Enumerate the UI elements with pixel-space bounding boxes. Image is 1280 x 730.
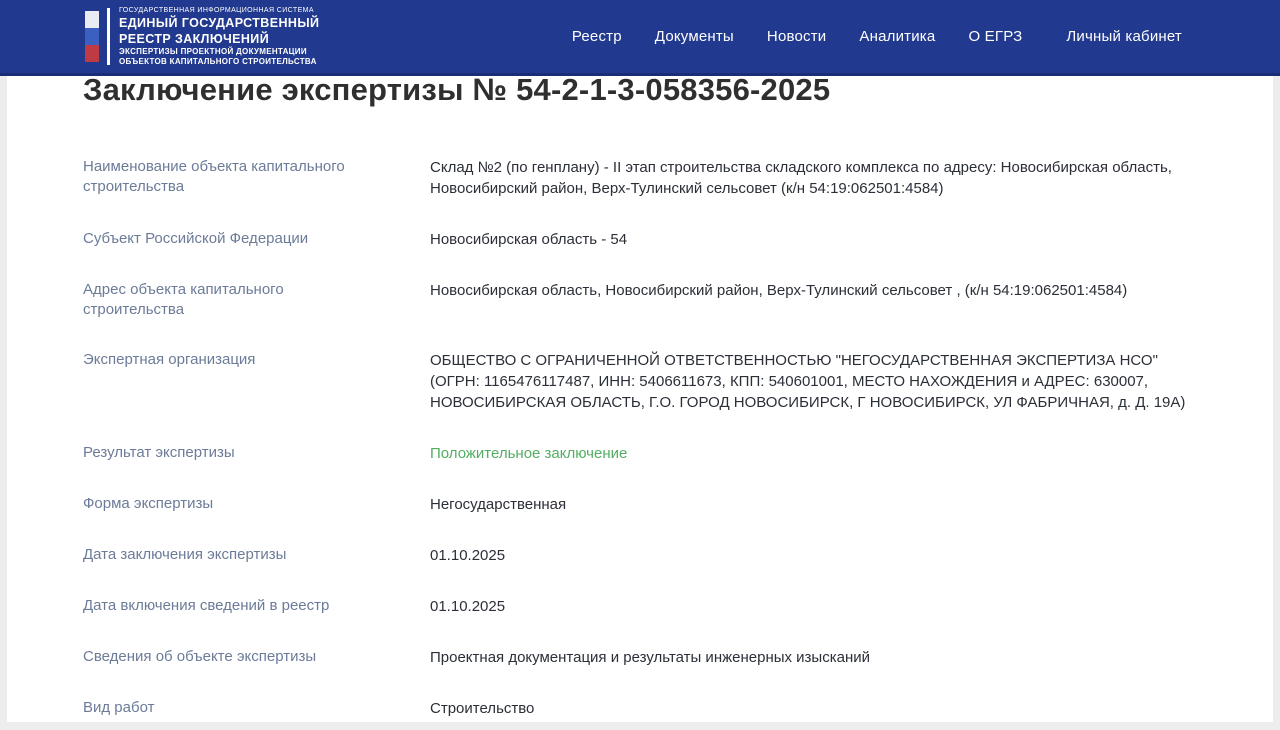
russian-flag-icon [85,11,99,62]
field-row-work-type [83,698,1203,719]
field-row-expertise-form [83,494,1203,515]
nav-item-documents[interactable]: Документы [654,28,734,45]
field-label: Дата заключения экспертизы [83,546,287,563]
field-value: Склад №2 (по генплану) - II этап строительства складского комплекса по адресу: Новосибирская область, Новосибирский район, Верх-Тулинский сельсовет (к/н 54:19:062501:4584) [430,159,1172,197]
logo-title-line-1: ЕДИНЫЙ ГОСУДАРСТВЕННЫЙ [119,16,320,30]
logo-subtitle-line-2: ОБЪЕКТОВ КАПИТАЛЬНОГО СТРОИТЕЛЬСТВА [119,57,317,66]
egrz-logo[interactable] [85,7,319,66]
field-row-expertise-object-info [83,647,1203,668]
field-value: Негосударственная [430,496,567,513]
field-row-expertise-result [83,443,1203,464]
expertise-result-value: Положительное заключение [430,445,628,462]
field-label: Экспертная организация [83,351,256,368]
field-value: ОБЩЕСТВО С ОГРАНИЧЕННОЙ ОТВЕТСТВЕННОСТЬЮ "НЕГОСУДАРСТВЕННАЯ ЭКСПЕРТИЗА НСО" (ОГРН: 1165476117487, ИНН: 5406611673, КПП: 540601001, МЕСТО НАХОЖДЕНИЯ и АДРЕС: 630007, НОВОСИБИРСКАЯ ОБЛАСТЬ, Г.О. ГОРОД НОВОСИБИРСК, Г НОВОСИБИРСК, УЛ ФАБРИЧНАЯ, д. Д. 19А) [430,352,1186,411]
field-value: 01.10.2025 [430,598,506,615]
logo-title-line-2: РЕЕСТР ЗАКЛЮЧЕНИЙ [119,31,270,46]
field-label: Дата включения сведений в реестр [83,597,330,614]
field-value: Новосибирская область - 54 [430,231,628,248]
logo-subtitle-line-1: ЭКСПЕРТИЗЫ ПРОЕКТНОЙ ДОКУМЕНТАЦИИ [119,47,307,56]
field-label: Субъект Российской Федерации [83,230,309,247]
field-label: Вид работ [83,699,155,716]
field-value: Проектная документация и результаты инженерных изысканий [430,649,870,666]
nav-item-personal-account[interactable]: Личный кабинет [1066,28,1182,45]
conclusion-fields [83,157,1203,719]
field-value: Новосибирская область, Новосибирский район, Верх-Тулинский сельсовет , (к/н 54:19:062501:4584) [430,282,1128,299]
nav-item-about-egrz[interactable]: О ЕГРЗ [968,28,1023,45]
nav-item-analytics[interactable]: Аналитика [859,28,936,45]
field-label: Результат экспертизы [83,444,235,461]
field-label: Форма экспертизы [83,495,214,512]
field-label: Адрес объекта капитального строительства [83,281,284,318]
field-row-conclusion-date [83,545,1203,566]
field-row-object-name [83,157,1203,199]
field-row-expert-organization [83,350,1203,413]
field-row-registry-inclusion-date [83,596,1203,617]
nav-item-news[interactable]: Новости [766,28,827,45]
field-row-address [83,280,1203,320]
logo-divider [107,8,110,65]
logo-text [119,7,319,66]
field-label: Наименование объекта капитального строительства [83,158,345,195]
field-value: Строительство [430,700,535,717]
header [0,0,1280,76]
field-label: Сведения об объекте экспертизы [83,648,317,665]
nav-item-registry[interactable]: Реестр [571,28,622,45]
field-row-subject [83,229,1203,250]
field-value: 01.10.2025 [430,547,506,564]
conclusion-details-page [7,76,1273,722]
logo-system-line: ГОСУДАРСТВЕННАЯ ИНФОРМАЦИОННАЯ СИСТЕМА [119,7,314,14]
main-navigation [572,28,1182,45]
page-title: Заключение экспертизы № 54-2-1-3-058356-2025 [83,76,831,107]
